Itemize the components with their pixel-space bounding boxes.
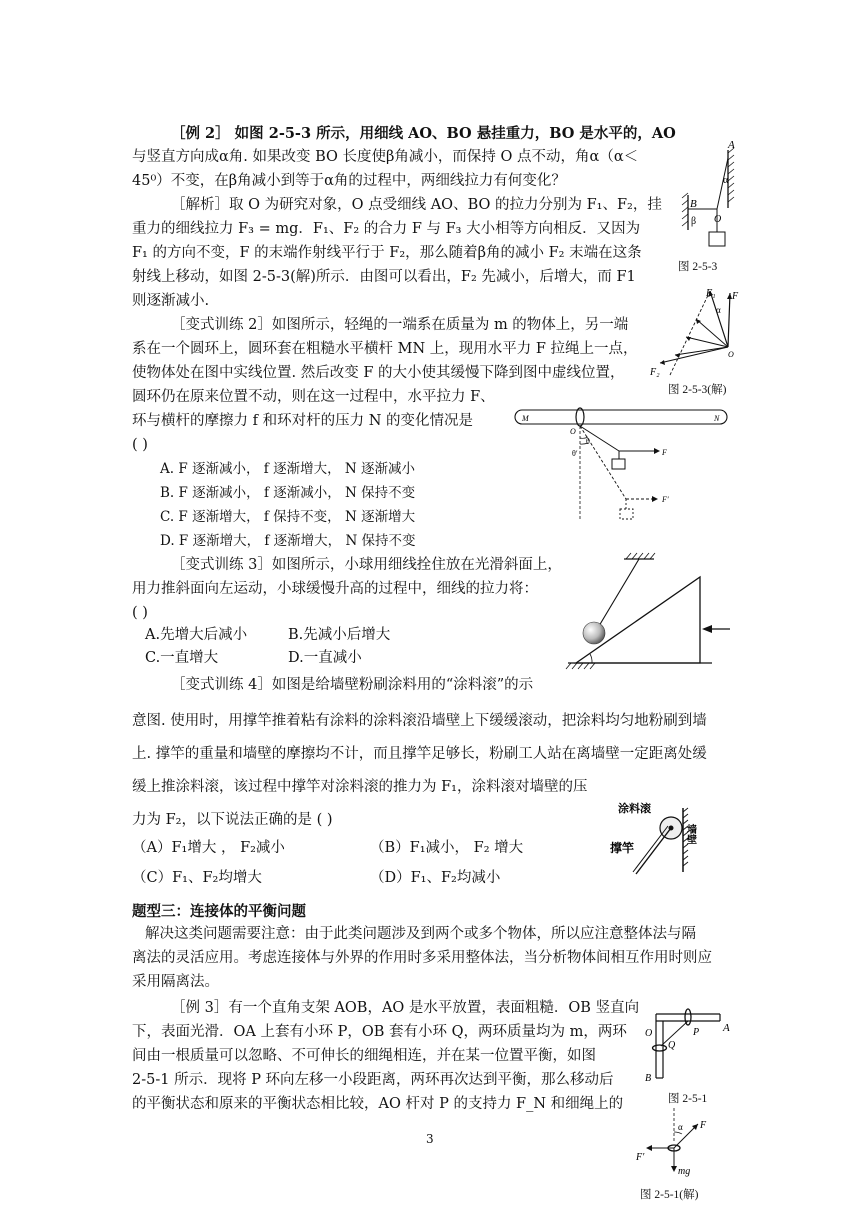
figure-ball-on-incline bbox=[562, 553, 722, 669]
exercise-2-option-b: B. F 逐渐减小， f 逐渐减小， N 保持不变 bbox=[160, 485, 416, 501]
figure-2-5-1 bbox=[640, 1000, 730, 1082]
exercise-3-option-b: B.先减小后增大 bbox=[288, 627, 391, 643]
label-roller: 涂料滚 bbox=[618, 803, 651, 815]
example-3-line-1: ［例 3］有一个直角支架 AOB，AO 是水平放置，表面粗糙．OB 竖直向 bbox=[171, 1000, 640, 1016]
exercise-4-line-2: 意图. 使用时，用撑竿推着粘有涂料的涂料滚沿墙壁上下缓缓滚动，把涂料均匀地粉刷到墙 bbox=[132, 713, 707, 729]
label-o-sol: O bbox=[728, 350, 734, 359]
exercise-4-option-b: （B）F₁减小， F₂ 增大 bbox=[370, 840, 524, 856]
label-a: A bbox=[728, 139, 735, 151]
exercise-2-option-c: C. F 逐渐增大， f 保持不变， N 逐渐增大 bbox=[160, 509, 416, 525]
label-f2: F₂ bbox=[650, 367, 660, 378]
exercise-2-line-5: 环与横杆的摩擦力 f 和环对杆的压力 N 的变化情况是 bbox=[132, 413, 473, 429]
label-f-prime: F′ bbox=[662, 495, 669, 504]
figure-2-5-1-solution bbox=[634, 1108, 714, 1184]
figure-ring-on-bar bbox=[514, 404, 728, 524]
section-heading-type-3: 题型三：连接体的平衡问题 bbox=[132, 903, 306, 920]
label-o-bar: O bbox=[570, 427, 576, 436]
exercise-3-line-2: 用力推斜面向左运动，小球缓慢升高的过程中，细线的拉力将： bbox=[132, 581, 538, 597]
caption-fig-2-5-3-solution: 图 2-5-3(解) bbox=[668, 384, 727, 396]
section-intro-line-3: 采用隔离法。 bbox=[132, 974, 219, 990]
exercise-3-option-d: D.一直减小 bbox=[288, 650, 362, 666]
exercise-4-line-4: 缓上推涂料滚，该过程中撑竿对涂料滚的推力为 F₁，涂料滚对墙壁的压 bbox=[132, 779, 588, 795]
label-o: O bbox=[714, 214, 722, 225]
label-alpha: α bbox=[723, 175, 729, 186]
exercise-4-option-c: （C）F₁、F₂均增大 bbox=[132, 870, 262, 886]
example-2-line-2: 与竖直方向成α角. 如果改变 BO 长度使β角减小，而保持 O 点不动，角α（α＜ bbox=[132, 149, 639, 165]
caption-fig-2-5-1: 图 2-5-1 bbox=[668, 1093, 708, 1105]
exercise-4-option-d: （D）F₁、F₂均减小 bbox=[370, 870, 501, 886]
exercise-3-option-c: C.一直增大 bbox=[145, 650, 219, 666]
exercise-2-option-d: D. F 逐渐增大， f 逐渐增大， N 保持不变 bbox=[160, 533, 416, 549]
solution-line-3: F₁ 的方向不变，F 的末端作射线平行于 F₂，那么随着β角的减小 F₂ 末端在这条 bbox=[132, 245, 642, 261]
label-f-251: F bbox=[700, 1120, 707, 1131]
label-a-251: A bbox=[723, 1022, 730, 1034]
label-alpha-251: α bbox=[678, 1122, 683, 1132]
exercise-4-line-5: 力为 F₂，以下说法正确的是 ( ) bbox=[132, 812, 333, 828]
figure-2-5-3 bbox=[682, 139, 742, 250]
caption-fig-2-5-3: 图 2-5-3 bbox=[678, 261, 718, 273]
example-2-line-3: 45⁰）不变，在β角减小到等于α角的过程中，两细线拉力有何变化？ bbox=[132, 173, 566, 189]
example-3-line-4: 2-5-1 所示．现将 P 环向左移一小段距离，两环再次达到平衡，那么移动后 bbox=[132, 1072, 614, 1088]
label-pole: 撑竿 bbox=[610, 841, 635, 855]
example-2-line-1: ［例 2］ 如图 2-5-3 所示，用细线 AO、BO 悬挂重力，BO 是水平的，AO bbox=[171, 125, 676, 142]
example-3-line-3: 间由一根质量可以忽略、不可伸长的细绳相连，并在某一位置平衡，如图 bbox=[132, 1048, 596, 1064]
exercise-2-line-2: 系在一个圆环上，圆环套在粗糙水平横杆 MN 上，现用水平力 F 拉绳上一点， bbox=[132, 341, 638, 357]
label-p: P bbox=[693, 1027, 700, 1038]
label-b-251: B bbox=[645, 1073, 652, 1084]
caption-fig-2-5-1-solution: 图 2-5-1(解) bbox=[640, 1189, 699, 1201]
solution-line-4: 射线上移动，如图 2-5-3(解)所示．由图可以看出，F₂ 先减小，后增大，而 F1 bbox=[132, 269, 636, 285]
exercise-3-blank: ( ) bbox=[132, 605, 148, 621]
label-m: M bbox=[522, 414, 529, 423]
exercise-2-line-3: 使物体处在图中实线位置. 然后改变 F 的大小使其缓慢下降到图中虚线位置， bbox=[132, 365, 625, 381]
label-beta: β bbox=[691, 216, 697, 227]
solution-line-1: ［解析］取 O 为研究对象，O 点受细线 AO、BO 的拉力分别为 F₁、F₂，挂 bbox=[171, 197, 662, 213]
example-3-line-5: 的平衡状态和原来的平衡状态相比较，AO 杆对 P 的支持力 F_N 和细绳上的 bbox=[132, 1096, 624, 1112]
exercise-3-option-a: A.先增大后减小 bbox=[145, 627, 248, 643]
exercise-2-blank: ( ) bbox=[132, 437, 148, 453]
label-n: N bbox=[714, 414, 720, 423]
exercise-2-line-1: ［变式训练 2］如图所示，轻绳的一端系在质量为 m 的物体上，另一端 bbox=[171, 317, 629, 333]
label-theta: θ bbox=[586, 437, 590, 446]
exercise-4-line-3: 上. 撑竿的重量和墙壁的摩擦均不计，而且撑竿足够长，粉刷工人站在离墙壁一定距离处缓 bbox=[132, 746, 707, 762]
solution-line-5: 则逐渐减小. bbox=[132, 293, 210, 309]
figure-paint-roller bbox=[610, 800, 710, 880]
exercise-3-line-1: ［变式训练 3］如图所示，小球用细线拴住放在光滑斜面上， bbox=[171, 557, 562, 573]
label-o-251: O bbox=[645, 1028, 653, 1039]
label-mg: mg bbox=[678, 1166, 691, 1177]
section-intro-line-2: 离法的灵活应用。考虑连接体与外界的作用时多采用整体法，当分析物体间相互作用时则应 bbox=[132, 950, 712, 966]
exercise-4-option-a: （A）F₁增大 ， F₂减小 bbox=[132, 840, 285, 856]
label-wall: 墙壁 bbox=[684, 824, 696, 844]
label-alpha-sol: α bbox=[716, 305, 721, 315]
label-f1: F₁ bbox=[706, 288, 716, 299]
label-b: B bbox=[690, 198, 697, 210]
label-f: F bbox=[732, 291, 739, 302]
label-f-prime-251: F′ bbox=[636, 1152, 645, 1163]
label-q: Q bbox=[668, 1040, 676, 1051]
figure-2-5-3-solution bbox=[650, 285, 740, 378]
example-3-line-2: 下，表面光滑．OA 上套有小环 P，OB 套有小环 Q，两环质量均为 m，两环 bbox=[132, 1024, 627, 1040]
exercise-4-line-1: ［变式训练 4］如图是给墙壁粉刷涂料用的“涂料滚”的示 bbox=[171, 677, 534, 693]
exercise-2-option-a: A. F 逐渐减小， f 逐渐增大， N 逐渐减小 bbox=[160, 461, 415, 477]
label-theta-prime: θ′ bbox=[572, 449, 578, 458]
exercise-2-line-4: 圆环仍在原来位置不动，则在这一过程中，水平拉力 F、 bbox=[132, 389, 495, 405]
label-f-bar: F bbox=[662, 448, 667, 457]
solution-line-2: 重力的细线拉力 F₃ = mg．F₁、F₂ 的合力 F 与 F₃ 大小相等方向相反．又因为 bbox=[132, 221, 641, 237]
page-number: 3 bbox=[426, 1132, 434, 1146]
section-intro-line-1: 解决这类问题需要注意：由于此类问题涉及到两个或多个物体，所以应注意整体法与隔 bbox=[145, 926, 696, 942]
